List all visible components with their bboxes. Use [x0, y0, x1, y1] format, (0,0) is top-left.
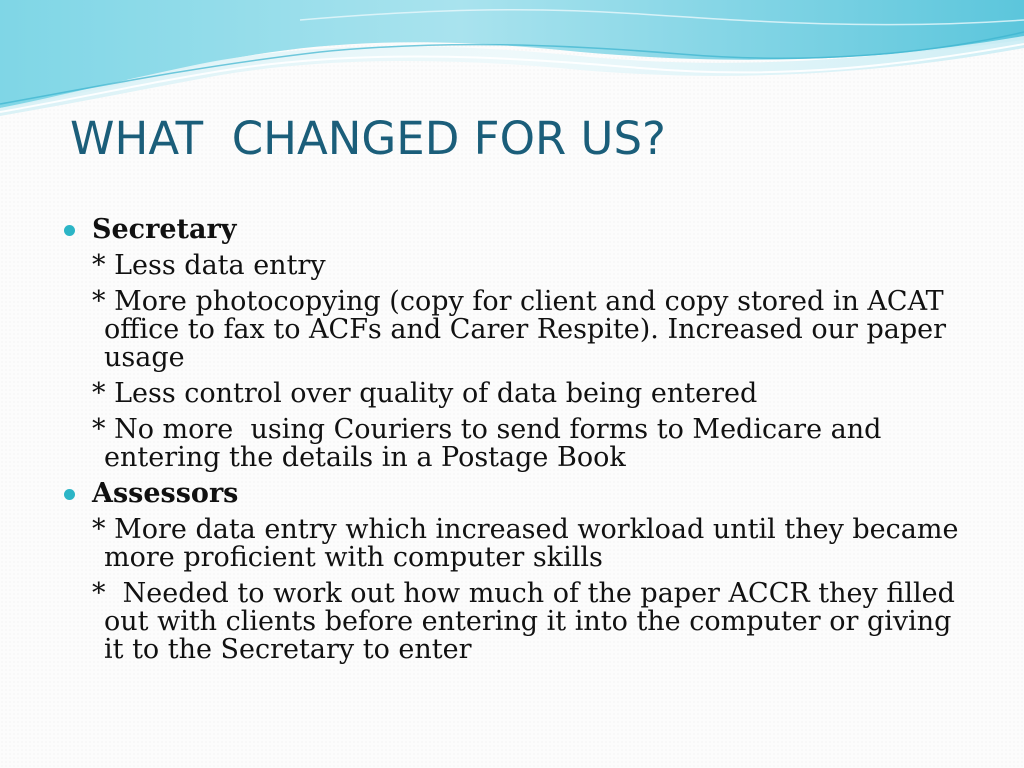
list-item-text: * Needed to work out how much of the paper ACCR they filled out with clients before entering it into the computer or giving it to the Secretary to enter: [92, 578, 964, 665]
section-heading-assessors: [60, 476, 960, 512]
header-wave-decoration: [0, 0, 1024, 120]
list-item-text: * More data entry which increased workload until they became more proficient with computer skills: [92, 514, 968, 573]
list-item-text: * More photocopying (copy for client and copy stored in ACAT office to fax to ACFs and Carer Respite). Increased our paper usage: [92, 286, 955, 373]
list-item-text: * Less control over quality of data being entered: [92, 378, 758, 409]
list-item-text: * Less data entry: [92, 250, 326, 281]
section-heading-label: Secretary: [92, 214, 237, 245]
list-item: [60, 376, 960, 412]
slide-body: [60, 212, 968, 668]
section-heading-secretary: [60, 212, 960, 248]
slide-title: WHAT CHANGED FOR US?: [70, 112, 666, 165]
bullet-dot-icon: [64, 225, 75, 236]
list-item: [60, 512, 968, 576]
list-item: [60, 284, 960, 376]
list-item: [60, 248, 960, 284]
section-heading-label: Assessors: [92, 478, 239, 509]
bullet-dot-icon: [64, 489, 75, 500]
list-item: [60, 576, 964, 668]
list-item-text: * No more using Couriers to send forms to Medicare and entering the details in a Postage Book: [92, 414, 891, 473]
list-item: [60, 412, 960, 476]
